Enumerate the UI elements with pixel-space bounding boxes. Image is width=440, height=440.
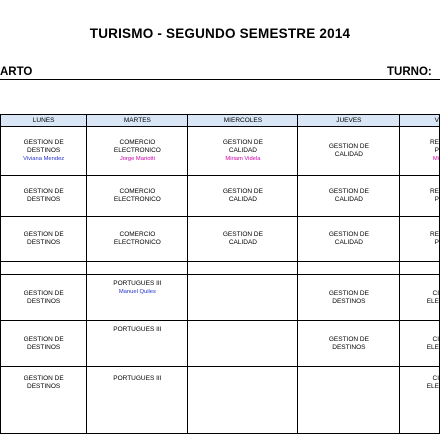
schedule-table (0, 114, 440, 434)
class-cell: GESTION DE CALIDAD (298, 217, 400, 262)
class-cell: PORTUGUES III Manuel Quiles (87, 275, 188, 321)
class-cell: GESTION DE DESTINOS (1, 176, 87, 217)
class-cell: GESTION DE DESTINOS (1, 275, 87, 321)
course-label: ARTO (0, 66, 33, 78)
class-cell: COMERCIO ELECTRONICO (87, 176, 188, 217)
table-row (1, 176, 440, 217)
class-cell: GESTION DE DESTINOS Viviana Mendez (1, 127, 87, 176)
class-cell: RE P (400, 217, 440, 262)
class-cell: GESTION DE CALIDAD (188, 217, 298, 262)
header-divider (0, 79, 440, 80)
class-cell: GESTION DE DESTINOS (298, 275, 400, 321)
class-cell: RE P Mi (400, 127, 440, 176)
day-header: MARTES (87, 115, 188, 127)
teacher-name: Miriam Videla (225, 156, 261, 162)
class-cell: GESTION DE DESTINOS (298, 321, 400, 367)
class-cell: CI ELE (400, 367, 440, 434)
class-cell: GESTION DE DESTINOS (1, 321, 87, 367)
teacher-name: Mi (432, 156, 439, 162)
teacher-name: Jorge Mariotti (119, 156, 155, 162)
class-cell: GESTION DE CALIDAD (188, 176, 298, 217)
day-header: MIERCOLES (188, 115, 298, 127)
shift-label: TURNO: (387, 66, 432, 78)
class-cell: GESTION DE CALIDAD (298, 127, 400, 176)
class-cell: GESTION DE CALIDAD Miriam Videla (188, 127, 298, 176)
class-cell: CI ELE (400, 321, 440, 367)
class-cell: COMERCIO ELECTRONICO (87, 217, 188, 262)
class-cell: CI ELE (400, 275, 440, 321)
class-cell: PORTUGUES III (87, 367, 188, 434)
day-header: V (400, 115, 440, 127)
class-cell: COMERCIO ELECTRONICO Jorge Mariotti (87, 127, 188, 176)
break-row (1, 262, 440, 275)
day-header: JUEVES (298, 115, 400, 127)
class-cell: GESTION DE CALIDAD (298, 176, 400, 217)
class-cell (188, 367, 298, 434)
page-title: TURISMO - SEGUNDO SEMESTRE 2014 (89, 26, 351, 41)
teacher-name: Viviana Mendez (23, 156, 65, 162)
table-row (1, 217, 440, 262)
table-row (1, 275, 440, 321)
day-header: LUNES (1, 115, 87, 127)
table-row (1, 367, 440, 434)
class-cell (188, 275, 298, 321)
table-row (1, 127, 440, 176)
class-cell (188, 321, 298, 367)
day-header-row (1, 115, 440, 127)
table-row (1, 321, 440, 367)
class-cell: PORTUGUES III (87, 321, 188, 367)
class-cell: GESTION DE DESTINOS (1, 367, 87, 434)
class-cell: GESTION DE DESTINOS (1, 217, 87, 262)
class-cell (298, 367, 400, 434)
class-cell: RE P (400, 176, 440, 217)
teacher-name: Manuel Quiles (118, 289, 156, 295)
